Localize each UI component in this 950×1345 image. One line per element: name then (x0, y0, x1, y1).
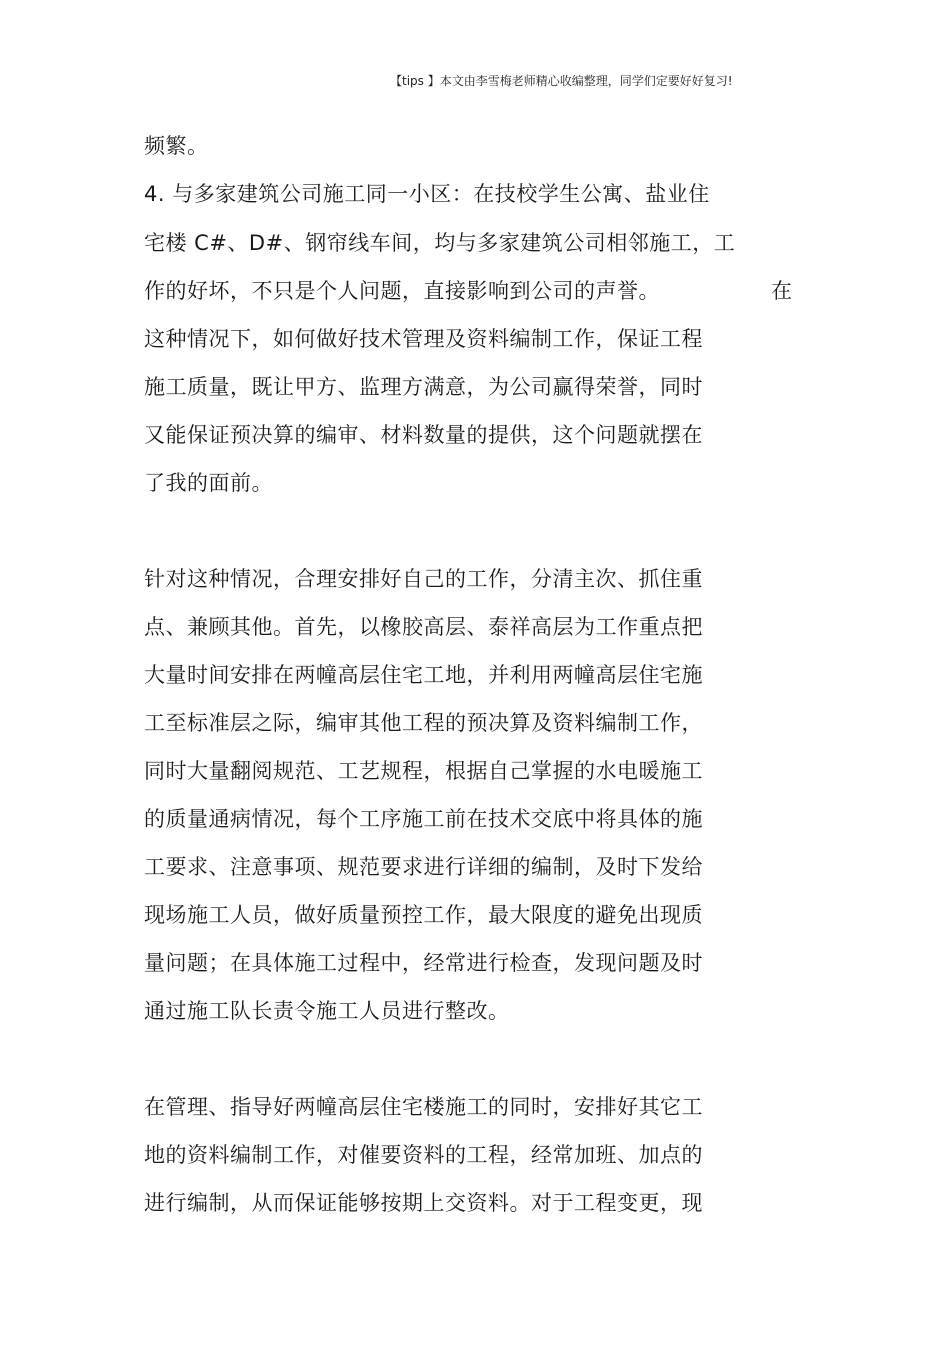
text-line: 同时大量翻阅规范、工艺规程，根据自己掌握的水电暖施工 (144, 759, 703, 783)
floating-character: 在 (771, 279, 792, 303)
text-line: 量问题；在具体施工过程中，经常进行检查，发现问题及时 (144, 951, 703, 975)
text-line: 工至标准层之际，编审其他工程的预决算及资料编制工作， (144, 711, 703, 735)
text-line: 针对这种情况，合理安排好自己的工作，分清主次、抓住重 (144, 567, 703, 591)
text-line: 的质量通病情况，每个工序施工前在技术交底中将具体的施 (144, 807, 703, 831)
text-line: 工要求、注意事项、规范要求进行详细的编制，及时下发给 (144, 855, 703, 879)
text-line: 现场施工人员，做好质量预控工作，最大限度的避免出现质 (144, 903, 703, 927)
text-line: 施工质量，既让甲方、监理方满意，为公司赢得荣誉，同时 (144, 375, 703, 399)
text-line: 进行编制，从而保证能够按期上交资料。对于工程变更，现 (144, 1191, 703, 1215)
text-line: 宅楼 C#、D#、钢帘线车间，均与多家建筑公司相邻施工，工 (144, 231, 736, 255)
page-header-note: 【tips 】本文由李雪梅老师精心收编整理，同学们定要好好复习! (390, 74, 733, 88)
text-line: 在管理、指导好两幢高层住宅楼施工的同时，安排好其它工 (144, 1095, 703, 1119)
text-line: 这种情况下，如何做好技术管理及资料编制工作，保证工程 (144, 327, 703, 351)
text-line: 大量时间安排在两幢高层住宅工地，并利用两幢高层住宅施 (144, 663, 703, 687)
text-line: 了我的面前。 (144, 471, 273, 495)
text-line: 4. 与多家建筑公司施工同一小区：在技校学生公寓、盐业住 (144, 182, 710, 206)
text-line: 地的资料编制工作，对催要资料的工程，经常加班、加点的 (144, 1143, 703, 1167)
text-line: 通过施工队长责令施工人员进行整改。 (144, 999, 510, 1023)
text-line: 点、兼顾其他。首先，以橡胶高层、泰祥高层为工作重点把 (144, 615, 703, 639)
text-line: 又能保证预决算的编审、材料数量的提供，这个问题就摆在 (144, 423, 703, 447)
text-line: 频繁。 (144, 134, 209, 158)
text-line: 作的好坏，不只是个人问题，直接影响到公司的声誉。 (144, 279, 660, 303)
